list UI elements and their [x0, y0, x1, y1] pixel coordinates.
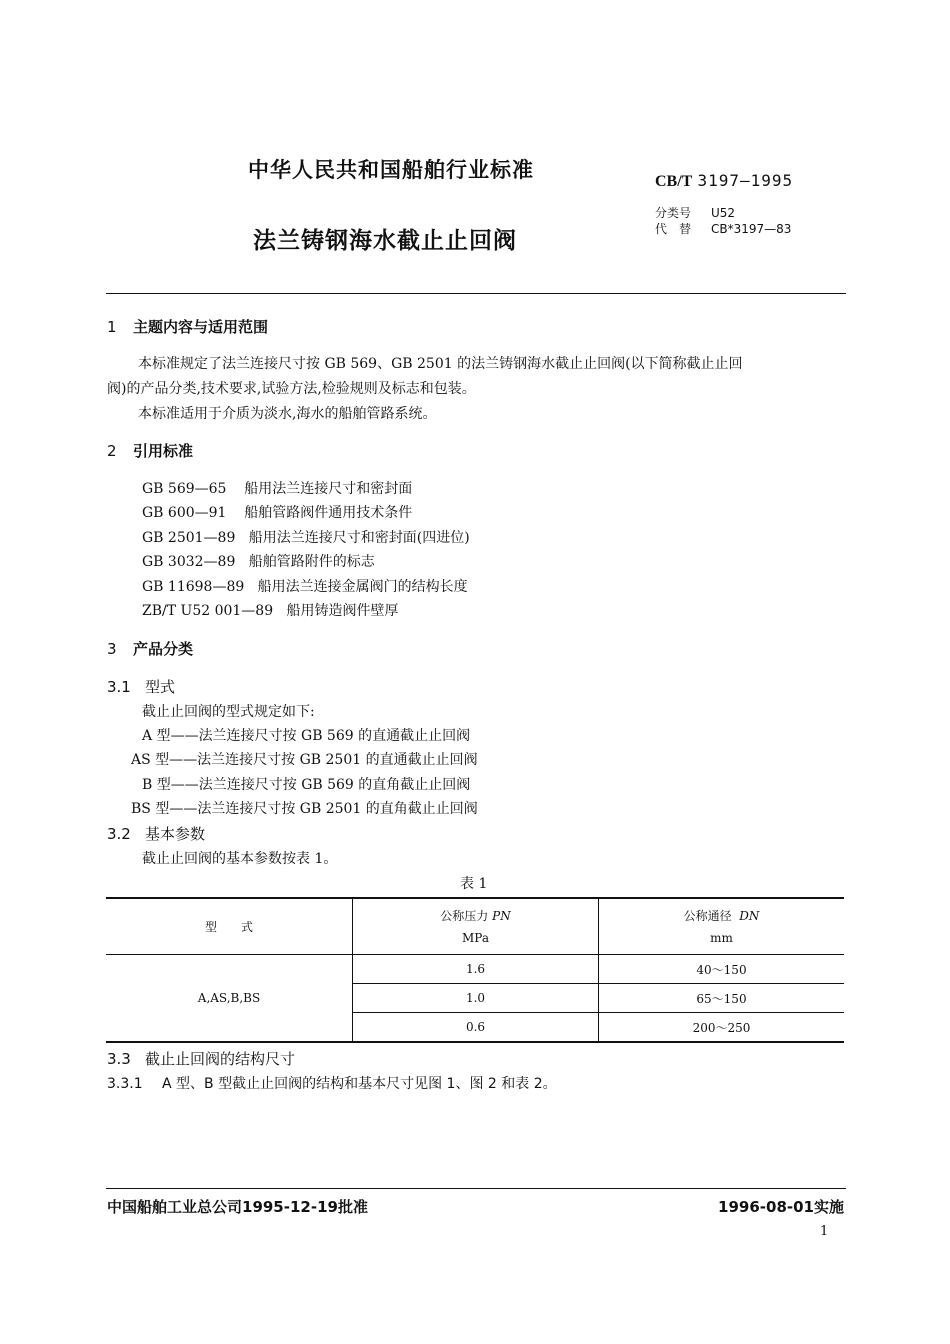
- table-cell-diameter: 200～250: [599, 1013, 845, 1043]
- section-3-1-heading: 3.1 型式: [107, 678, 176, 696]
- section-3-1-intro: 截止止回阀的型式规定如下:: [142, 704, 315, 720]
- table-header-diameter: 公称通径 DN mm: [599, 898, 845, 955]
- type-definition: AS 型——法兰连接尺寸按 GB 2501 的直通截止止回阀: [131, 752, 478, 768]
- classification-value: U52: [711, 206, 736, 220]
- table-header-pressure: 公称压力 PN MPa: [353, 898, 599, 955]
- section-2-title: 引用标准: [133, 442, 194, 460]
- table-cell-pressure: 1.6: [353, 955, 599, 984]
- approval-line: 中国船舶工业总公司1995-12-19批准: [107, 1198, 368, 1216]
- type-definition: A 型——法兰连接尺寸按 GB 569 的直通截止止回阀: [142, 728, 471, 744]
- replaces-line: [655, 222, 791, 237]
- section-3-3-1: 3.3.1 A 型、B 型截止止回阀的结构和基本尺寸见图 1、图 2 和表 2。: [107, 1076, 557, 1092]
- section-3-3-title: 截止止回阀的结构尺寸: [145, 1050, 296, 1068]
- section-3-heading: 3 产品分类: [107, 640, 194, 658]
- type-definition: BS 型——法兰连接尺寸按 GB 2501 的直角截止止回阀: [131, 801, 478, 817]
- section-1-title: 主题内容与适用范围: [133, 318, 269, 336]
- section-3-2-heading: 3.2 基本参数: [107, 825, 206, 843]
- doc-title: 法兰铸钢海水截止止回阀: [253, 228, 517, 254]
- section-3-3-heading: 3.3 截止止回阀的结构尺寸: [107, 1050, 296, 1068]
- replaces-value: CB*3197—83: [711, 222, 792, 236]
- table-cell-type: A,AS,B,BS: [106, 955, 353, 1043]
- classification-label: 分类号: [655, 206, 692, 220]
- table-cell-diameter: 65～150: [599, 984, 845, 1013]
- reference-item: GB 600—91 船舶管路阀件通用技术条件: [142, 505, 413, 521]
- table-header-type: 型 式: [106, 898, 353, 955]
- section-3-2-title: 基本参数: [145, 825, 206, 843]
- table-cell-diameter: 40～150: [599, 955, 845, 984]
- org-title: 中华人民共和国船舶行业标准: [248, 158, 534, 182]
- table-1: [106, 897, 844, 1043]
- section-1-para-1-line-2: 阀)的产品分类,技术要求,试验方法,检验规则及标志和包装。: [107, 381, 476, 397]
- footer-divider: [106, 1188, 846, 1189]
- section-1-para-2: 本标准适用于介质为淡水,海水的船舶管路系统。: [138, 406, 437, 422]
- header-divider: [106, 293, 846, 294]
- reference-item: GB 3032—89 船舶管路附件的标志: [142, 554, 375, 570]
- section-3-title: 产品分类: [133, 640, 194, 658]
- section-3-2-text: 截止止回阀的基本参数按表 1。: [142, 851, 338, 867]
- table-cell-pressure: 0.6: [353, 1013, 599, 1043]
- standard-code: [655, 171, 793, 191]
- reference-item: GB 569—65 船用法兰连接尺寸和密封面: [142, 481, 413, 497]
- page-number: 1: [820, 1224, 829, 1239]
- table-cell-pressure: 1.0: [353, 984, 599, 1013]
- type-definition: B 型——法兰连接尺寸按 GB 569 的直角截止止回阀: [142, 777, 471, 793]
- reference-item: ZB/T U52 001—89 船用铸造阀件壁厚: [142, 603, 399, 619]
- replaces-label: 代 替: [655, 222, 692, 236]
- classification-line: [655, 206, 735, 221]
- section-3-1-title: 型式: [145, 678, 176, 696]
- section-3-3-1-text: A 型、B 型截止止回阀的结构和基本尺寸见图 1、图 2 和表 2。: [162, 1076, 557, 1092]
- section-2-heading: 2 引用标准: [107, 442, 194, 460]
- reference-item: GB 2501—89 船用法兰连接尺寸和密封面(四进位): [142, 530, 470, 546]
- section-1-heading: 1 主题内容与适用范围: [107, 318, 269, 336]
- reference-item: GB 11698—89 船用法兰连接金属阀门的结构长度: [142, 579, 468, 595]
- table-1-caption: 表 1: [460, 876, 488, 892]
- section-1-para-1-line-1: 本标准规定了法兰连接尺寸按 GB 569、GB 2501 的法兰铸钢海水截止止回阀(以下简称截止止回: [138, 356, 743, 372]
- effective-date: 1996-08-01实施: [718, 1198, 844, 1216]
- standard-code-number: 3197—1995: [697, 171, 794, 190]
- standard-code-prefix: CB/T: [655, 173, 693, 190]
